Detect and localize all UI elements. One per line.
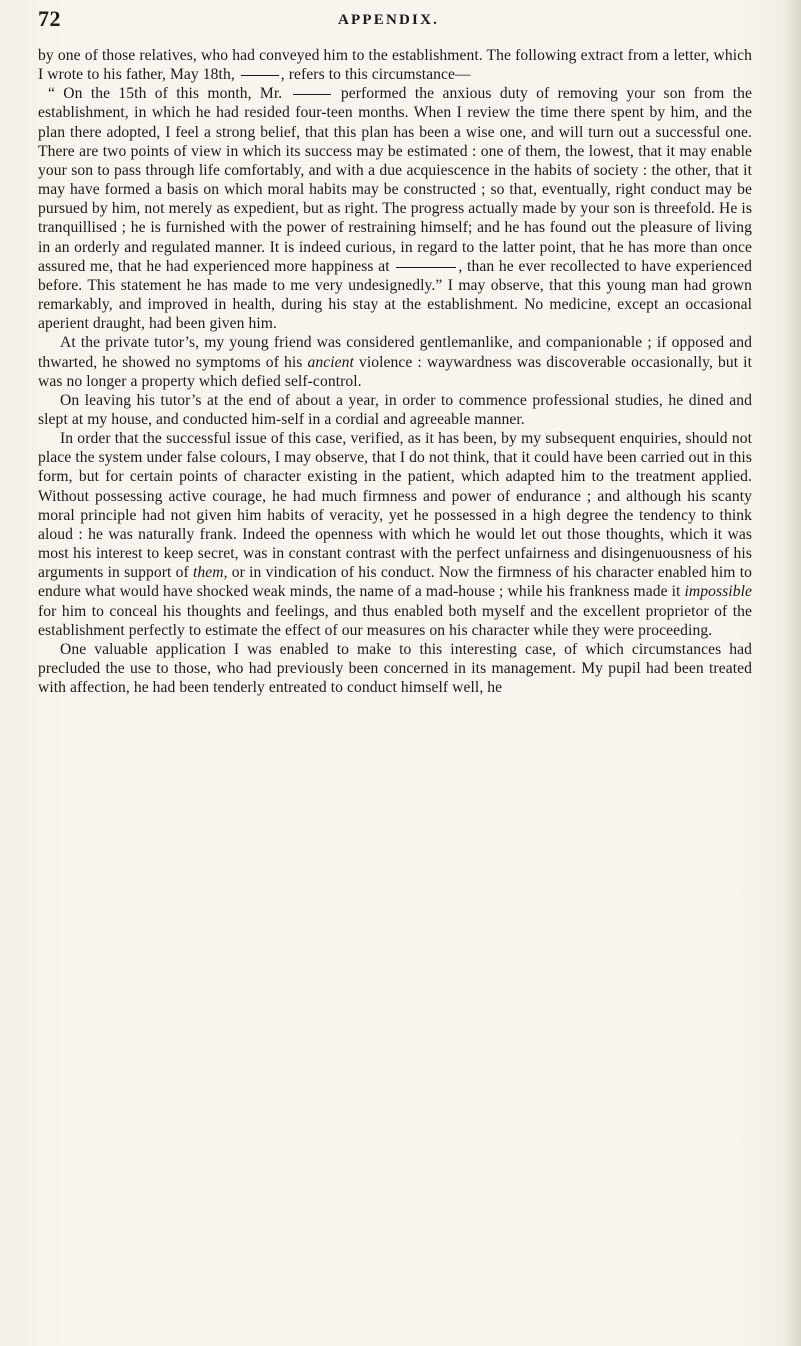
page-number: 72: [38, 6, 61, 31]
italic-word: ancient: [307, 353, 354, 371]
paragraph-1: [38, 46, 752, 84]
redaction-dash: [293, 94, 331, 95]
text-segment: for him to conceal his thoughts and feelings, and thus enabled both myself and the excellent proprietor of the establishment perfectly to estimate the effect of our measures on his character while they were proceeding.: [38, 602, 752, 639]
text-segment: “ On the 15th of this month, Mr.: [48, 85, 291, 103]
paragraph-3: [38, 333, 752, 390]
redaction-dash: [396, 267, 456, 268]
paragraph-2: [38, 84, 752, 333]
italic-word: impossible: [684, 583, 752, 601]
body-text: [38, 46, 752, 697]
paragraph-6: One valuable application I was enabled to make to this interesting case, of which circumstances had precluded the use to those, who had previously been concerned in its management. My pupil had been treated with affection, he had been tenderly entreated to conduct himself well, he: [38, 640, 752, 697]
text-segment: by one of those relatives, who had conveyed him to the establishment. The following extract from a letter, which I wrote to his father, May 18th,: [38, 47, 752, 84]
italic-word: them,: [192, 564, 228, 582]
page-header: [38, 6, 738, 36]
text-segment: At the private tutor’s, my young friend was considered gentlemanlike, and companionable ; if opposed and thwarted, he showed no symptoms of his: [38, 334, 752, 371]
text-segment: performed the anxious duty of removing your son from the establishment, in which he had resided four-teen months. When I review the time there spent by him, and the plan there adopted, I feel a strong belief, that this plan has been a wise one, and will turn out a successful one. There are two points of view in which its success may be estimated : one of them, the lowest, that it may enable your son to pass through life comfortably, and with a due acquiescence in the habits of society : the other, that it may have formed a basis on which moral habits may be constructed ; so that, eventually, right conduct may be pursued by him, not merely as expedient, but as right. The progress actually made by your son is threefold. He is tranquillised ; he is furnished with the power of restraining himself; and he has found out the pleasure of living in an orderly and regulated manner. It is indeed curious, in regard to the latter point, that he has more than once assured me, that he had experienced more happiness at: [38, 85, 752, 275]
text-segment: , refers to this circumstance—: [280, 66, 471, 84]
text-segment: In order that the successful issue of this case, verified, as it has been, by my subsequent enquiries, should not place the system under false colours, I may observe, that I do not think, that it could have been carried out in this form, but for certain points of character existing in the patient, which adapted him to the treatment applied. Without possessing active courage, he had much firmness and power of endurance ; and although his scanty moral principle had not given him habits of veracity, yet he possessed in a high degree the tendency to think aloud : he was naturally frank. Indeed the openness with which he would let out those thoughts, which it was most his interest to keep secret, was in constant contrast with the perfect unfairness and disingenuousness of his arguments in support of: [38, 430, 752, 582]
text-segment: violence : waywardness was discoverable occasionally, but it was no longer a property which defied self-control.: [38, 353, 752, 390]
page-edge-shadow: [783, 0, 801, 1346]
running-head: APPENDIX.: [338, 12, 440, 28]
paragraph-5: [38, 429, 752, 640]
paragraph-4: On leaving his tutor’s at the end of about a year, in order to commence professional studies, he dined and slept at my house, and conducted him-self in a cordial and agreeable manner.: [38, 391, 752, 428]
text-segment: or in vindication of his conduct. Now the firmness of his character enabled him to endure what would have shocked weak minds, the name of a mad-house ; while his frankness made it: [38, 564, 752, 601]
text-segment: , than he ever recollected to have experienced before. This statement he has made to me very undesignedly.” I may observe, that this young man had grown remarkably, and improved in health, during his stay at the establishment. No medicine, except an occasional aperient draught, had been given him.: [38, 257, 752, 333]
redaction-dash: [241, 75, 279, 76]
